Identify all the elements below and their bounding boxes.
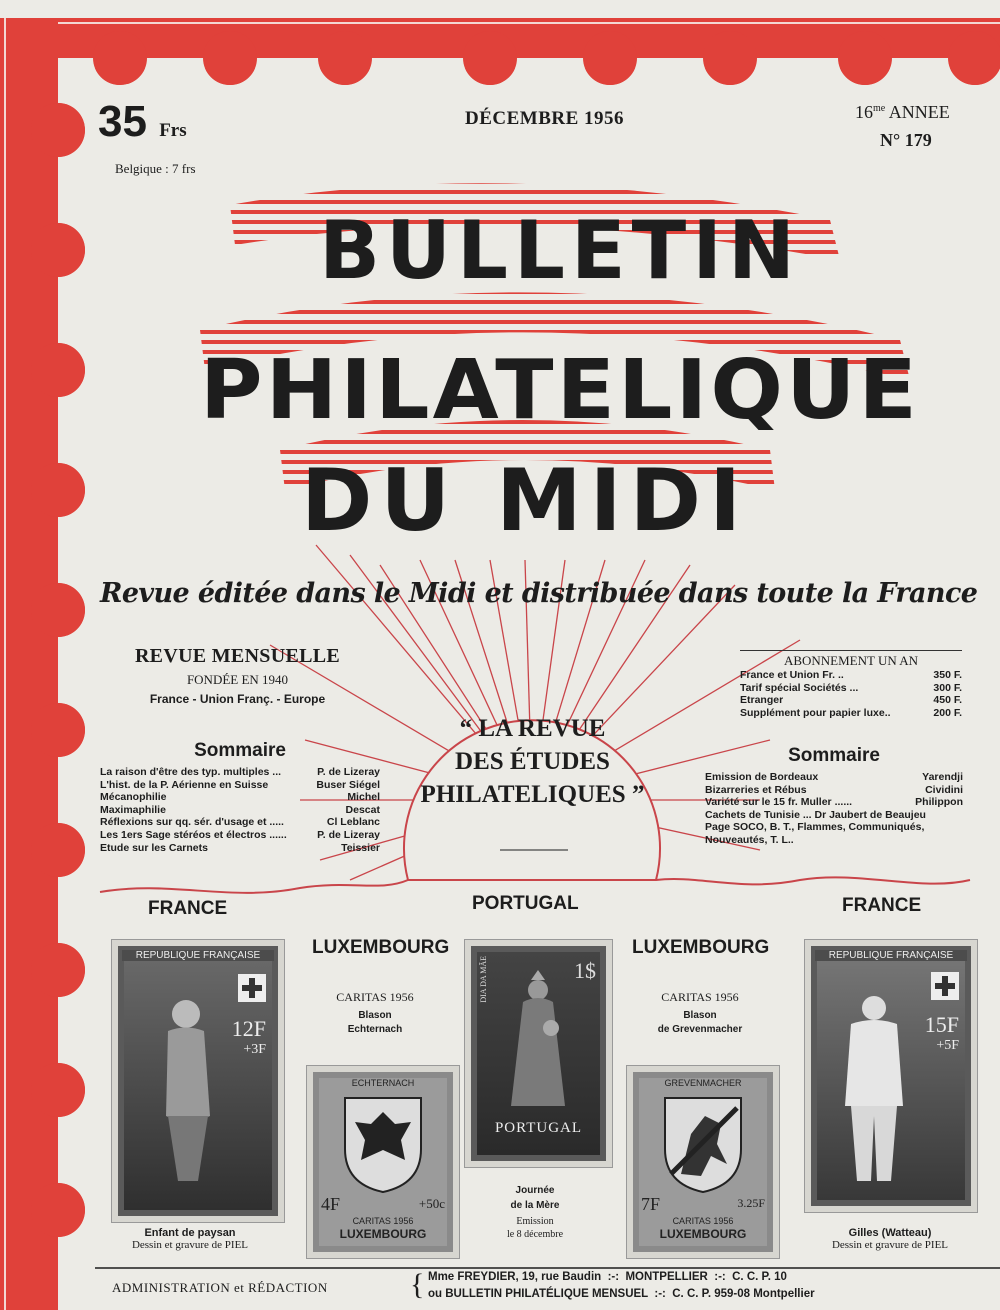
subscription-box: [740, 650, 962, 719]
stamp-fl-top: REPUBLIQUE FRANÇAISE: [122, 950, 274, 961]
list-item-text: Page SOCO, B. T., Flammes, Communiqués,: [705, 821, 925, 834]
list-item-text: Tarif spécial Sociétés ...: [740, 681, 859, 694]
list-item: [100, 779, 380, 792]
stamp-fl-surtax: +3F: [243, 1042, 266, 1057]
list-item-text: L'hist. de la P. Aérienne en Suisse: [100, 778, 269, 791]
list-item-value: Cividini: [925, 783, 963, 796]
price-belgique: Belgique : 7 frs: [115, 161, 196, 176]
quote-line2: DES ÉTUDES: [455, 748, 610, 775]
stamp-lr-value: 7F: [641, 1194, 661, 1214]
list-item: [740, 682, 962, 695]
list-item-value: 200 F.: [933, 706, 962, 719]
sommaire-right-list: [705, 771, 963, 847]
monthly-info: [100, 645, 375, 706]
stamp-gilles-watteau: [805, 940, 977, 1212]
list-item: [100, 804, 380, 817]
list-item-value: Teissier: [341, 841, 380, 854]
sommaire-left-title: Sommaire: [194, 740, 286, 761]
quote-line1: “ LA REVUE: [459, 715, 606, 742]
stamp-fr-surtax: +5F: [936, 1038, 959, 1053]
footer-admin: ADMINISTRATION et RÉDACTION: [112, 1280, 328, 1295]
wave-divider: [100, 877, 970, 893]
list-item: [705, 821, 963, 834]
stamp-lr-bottom2: LUXEMBOURG: [659, 1227, 747, 1241]
founded-text: FONDÉE EN 1940: [186, 672, 289, 687]
list-item: [740, 707, 962, 720]
list-item-value: 450 F.: [933, 694, 962, 707]
masthead-line3: DU MIDI: [300, 451, 750, 551]
lion-shield-icon: [661, 1094, 745, 1194]
country-lux-left: LUXEMBOURG: [312, 937, 450, 958]
stamp-ll-bottom1: CARITAS 1956: [352, 1216, 414, 1226]
eagle-shield-icon: [341, 1094, 425, 1194]
masthead-line1: BULLETIN: [319, 204, 801, 297]
monthly-title: REVUE MENSUELLE: [134, 645, 341, 667]
list-item-text: Emission de Bordeaux: [705, 771, 819, 783]
footer-brace: {: [410, 1268, 425, 1301]
list-item-value: Michel: [347, 791, 380, 804]
stamp-lr-bottom1: CARITAS 1956: [672, 1216, 734, 1226]
stamp-fl-value: 12F: [231, 1016, 266, 1041]
footer-address-line1: Mme FREYDIER, 19, rue Baudin :-: MONTPELLIER :-: C. C. P. 10: [428, 1271, 787, 1283]
subscription-title: ABONNEMENT UN AN: [740, 650, 962, 669]
list-item-text: Variété sur le 15 fr. Muller ......: [705, 796, 853, 809]
stamp-pt-value: 1$: [574, 958, 596, 983]
stamp-lr-top: GREVENMACHER: [664, 1078, 742, 1088]
issue-number: N° 179: [880, 130, 932, 150]
country-france-left: FRANCE: [148, 898, 228, 919]
list-item: [100, 791, 380, 804]
lux-right-desc: CARITAS 1956 Blason de Grevenmacher: [657, 990, 743, 1035]
caption-france-right: Gilles (Watteau) Dessin et gravure de PIEL: [831, 1227, 949, 1251]
footer-address-line2: ou BULLETIN PHILATÉLIQUE MENSUEL :-: C. C. P. 959-08 Montpellier: [428, 1288, 815, 1300]
country-france-right: FRANCE: [842, 895, 922, 916]
subscription-rows: [740, 669, 962, 719]
stamp-echternach: [307, 1066, 459, 1258]
stamp-ll-surtax: +50c: [418, 1196, 445, 1211]
stamp-fr-top: REPUBLIQUE FRANÇAISE: [815, 950, 967, 961]
red-cross-icon: [238, 974, 266, 1002]
stamp-grevenmacher: [627, 1066, 779, 1258]
stamp-pt-top: DIA DA MÃE: [479, 956, 488, 1003]
list-item: [740, 694, 962, 707]
list-item-text: Mécanophilie: [100, 791, 167, 804]
madonna-icon: [493, 966, 583, 1116]
list-item-value: Descat: [345, 803, 380, 816]
stamp-ll-value: 4F: [321, 1194, 341, 1214]
masthead-line2: PHILATELIQUE: [200, 343, 920, 438]
masthead: [180, 160, 940, 560]
list-item-text: Les 1ers Sage stéréos et électros ......: [100, 828, 287, 841]
zones-text: France - Union Franç. - Europe: [149, 692, 326, 706]
stamp-dia-da-mae: [465, 940, 612, 1167]
list-item: [705, 771, 963, 784]
list-item-text: Bizarreries et Rébus: [705, 783, 807, 796]
stamp-enfant-de-paysan: [112, 940, 284, 1222]
list-item-value: 300 F.: [933, 681, 962, 694]
stamp-pt-bottom: PORTUGAL: [494, 1120, 583, 1136]
year-number: $16^{me}$ ANNEE: [855, 102, 950, 122]
tagline: Revue éditée dans le Midi et distribuée dans toute la France: [100, 578, 978, 609]
list-item: [705, 809, 963, 822]
stamp-lr-surtax: 3.25F: [737, 1196, 765, 1210]
figure-child-icon: [138, 986, 228, 1186]
list-item: [740, 669, 962, 682]
list-item: [100, 816, 380, 829]
red-cross-icon: [931, 972, 959, 1000]
list-item-text: France et Union Fr. ..: [740, 669, 844, 681]
list-item-value: 350 F.: [933, 669, 962, 681]
list-item-text: Supplément pour papier luxe..: [740, 706, 891, 719]
price-unit: Frs: [159, 120, 187, 141]
figure-gilles-icon: [829, 986, 919, 1186]
list-item-value: Philippon: [915, 796, 963, 809]
issue-date: DÉCEMBRE 1956: [465, 108, 625, 129]
list-item-text: Etude sur les Carnets: [100, 841, 208, 854]
stamp-ll-bottom2: LUXEMBOURG: [339, 1227, 427, 1241]
center-quote: [405, 712, 660, 811]
list-item: [705, 796, 963, 809]
stamp-ll-top: ECHTERNACH: [351, 1078, 415, 1088]
sommaire-right-title: Sommaire: [788, 745, 880, 766]
list-item-text: Nouveautés, T. L..: [705, 833, 794, 846]
sommaire-left-list: [100, 766, 380, 854]
country-lux-right: LUXEMBOURG: [632, 937, 770, 958]
quote-line3: PHILATELIQUES ”: [420, 781, 645, 808]
sommaire-left: [100, 740, 380, 854]
caption-france-left: Enfant de paysan Dessin et gravure de PIEL: [131, 1227, 249, 1251]
list-item: [705, 834, 963, 847]
sommaire-right: [705, 745, 963, 847]
lux-left-desc: CARITAS 1956 Blason Echternach: [336, 990, 414, 1035]
caption-portugal: Journée de la Mère Emission le 8 décembre: [506, 1185, 564, 1240]
price-number: 35: [98, 97, 147, 146]
country-portugal: PORTUGAL: [472, 893, 579, 914]
stamp-fr-value: 15F: [924, 1012, 959, 1037]
list-item-value: Buser Siégel: [316, 778, 380, 791]
list-item-text: Maximaphilie: [100, 803, 166, 816]
list-item: [100, 842, 380, 855]
price: [98, 97, 187, 153]
list-item-value: Yarendji: [922, 771, 963, 783]
list-item-text: Etranger: [740, 694, 784, 707]
list-item: [100, 829, 380, 842]
list-item-text: Réflexions sur qq. sér. d'usage et .....: [100, 816, 284, 829]
list-item: [705, 784, 963, 797]
list-item-value: P. de Lizeray: [317, 766, 380, 778]
list-item-value: Cl Leblanc: [326, 816, 380, 829]
list-item-value: P. de Lizeray: [317, 828, 380, 841]
list-item-text: La raison d'être des typ. multiples ...: [100, 766, 282, 778]
list-item: [100, 766, 380, 779]
list-item-text: Cachets de Tunisie ... Dr Jaubert de Beaujeu: [705, 808, 926, 821]
